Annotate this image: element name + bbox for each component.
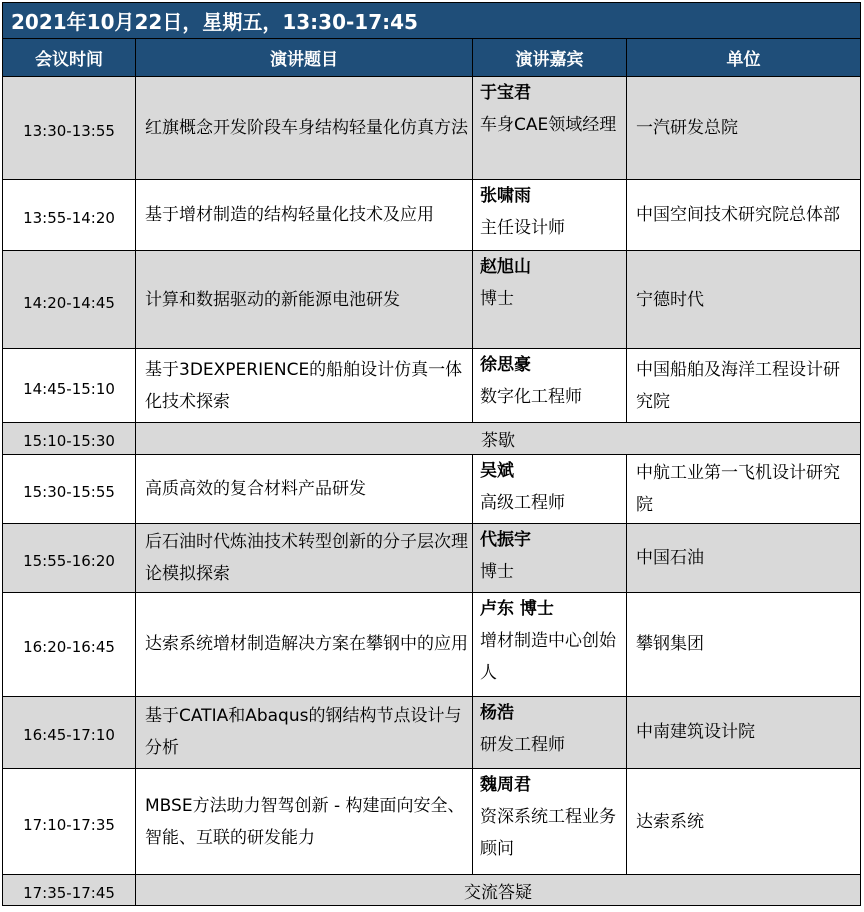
speaker-cell xyxy=(473,250,627,348)
session-time: 17:35-17:45 xyxy=(3,875,136,906)
speaker-name: 杨浩 xyxy=(480,703,514,724)
session-topic: 后石油时代炼油技术转型创新的分子层次理论模拟探索 xyxy=(136,524,473,593)
table-row xyxy=(3,875,861,906)
table-row xyxy=(3,180,861,251)
session-time: 14:45-15:10 xyxy=(3,349,136,423)
table-row xyxy=(3,697,861,769)
session-topic: 高质高效的复合材料产品研发 xyxy=(136,454,473,524)
break-label: 茶歇 xyxy=(136,422,861,454)
speaker-title: 增材制造中心创始人 xyxy=(480,630,616,683)
table-row xyxy=(3,524,861,593)
speaker-cell xyxy=(473,592,627,696)
col-header-org: 单位 xyxy=(627,39,861,77)
speaker-title: 车身CAE领域经理 xyxy=(480,115,617,135)
session-topic: 达索系统增材制造解决方案在攀钢中的应用 xyxy=(136,592,473,696)
speaker-cell xyxy=(473,77,627,180)
speaker-cell xyxy=(473,454,627,524)
col-header-time: 会议时间 xyxy=(3,39,136,77)
table-row xyxy=(3,454,861,524)
speaker-cell xyxy=(473,349,627,423)
session-time: 14:20-14:45 xyxy=(3,250,136,348)
speaker-title: 博士 xyxy=(480,562,514,583)
table-row xyxy=(3,422,861,454)
session-time: 15:55-16:20 xyxy=(3,524,136,593)
speaker-title: 主任设计师 xyxy=(480,218,565,239)
qa-label: 交流答疑 xyxy=(136,875,861,906)
speaker-name: 卢东 博士 xyxy=(480,598,554,619)
session-topic: 基于增材制造的结构轻量化技术及应用 xyxy=(136,180,473,251)
session-time: 13:30-13:55 xyxy=(3,77,136,180)
table-row xyxy=(3,77,861,180)
speaker-title: 数字化工程师 xyxy=(480,387,582,408)
speaker-cell xyxy=(473,524,627,593)
speaker-name: 代振宇 xyxy=(480,530,531,551)
table-row xyxy=(3,250,861,348)
organization: 中南建筑设计院 xyxy=(627,697,861,769)
speaker-name: 赵旭山 xyxy=(480,256,531,277)
speaker-cell xyxy=(473,768,627,874)
speaker-name: 张啸雨 xyxy=(480,186,531,207)
session-time: 17:10-17:35 xyxy=(3,768,136,874)
col-header-topic: 演讲题目 xyxy=(136,39,473,77)
schedule-table xyxy=(2,2,861,906)
table-row xyxy=(3,768,861,874)
organization: 中国石油 xyxy=(627,524,861,593)
speaker-name: 于宝君 xyxy=(480,83,531,103)
session-topic: 计算和数据驱动的新能源电池研发 xyxy=(136,250,473,348)
session-topic: MBSE方法助力智驾创新 - 构建面向安全、智能、互联的研发能力 xyxy=(136,768,473,874)
session-time: 15:10-15:30 xyxy=(3,422,136,454)
organization: 达索系统 xyxy=(627,768,861,874)
organization: 攀钢集团 xyxy=(627,592,861,696)
organization: 中国空间技术研究院总体部 xyxy=(627,180,861,251)
session-time: 15:30-15:55 xyxy=(3,454,136,524)
col-header-speaker: 演讲嘉宾 xyxy=(473,39,627,77)
session-topic: 红旗概念开发阶段车身结构轻量化仿真方法 xyxy=(136,77,473,180)
speaker-cell xyxy=(473,180,627,251)
session-topic: 基于3DEXPERIENCE的船舶设计仿真一体化技术探索 xyxy=(136,349,473,423)
speaker-title: 高级工程师 xyxy=(480,492,565,513)
session-topic: 基于CATIA和Abaqus的钢结构节点设计与分析 xyxy=(136,697,473,769)
session-time: 13:55-14:20 xyxy=(3,180,136,251)
table-row xyxy=(3,592,861,696)
speaker-name: 吴斌 xyxy=(480,460,514,481)
session-time: 16:20-16:45 xyxy=(3,592,136,696)
table-row xyxy=(3,349,861,423)
speaker-name: 徐思豪 xyxy=(480,355,531,376)
session-time: 16:45-17:10 xyxy=(3,697,136,769)
speaker-name: 魏周君 xyxy=(480,774,531,795)
organization: 一汽研发总院 xyxy=(627,77,861,180)
organization: 中航工业第一飞机设计研究院 xyxy=(627,454,861,524)
speaker-title: 资深系统工程业务顾问 xyxy=(480,806,616,859)
speaker-title: 博士 xyxy=(480,288,514,309)
organization: 宁德时代 xyxy=(627,250,861,348)
organization: 中国船舶及海洋工程设计研究院 xyxy=(627,349,861,423)
schedule-title: 2021年10月22日，星期五，13:30-17:45 xyxy=(3,3,861,39)
speaker-cell xyxy=(473,697,627,769)
speaker-title: 研发工程师 xyxy=(480,735,565,756)
